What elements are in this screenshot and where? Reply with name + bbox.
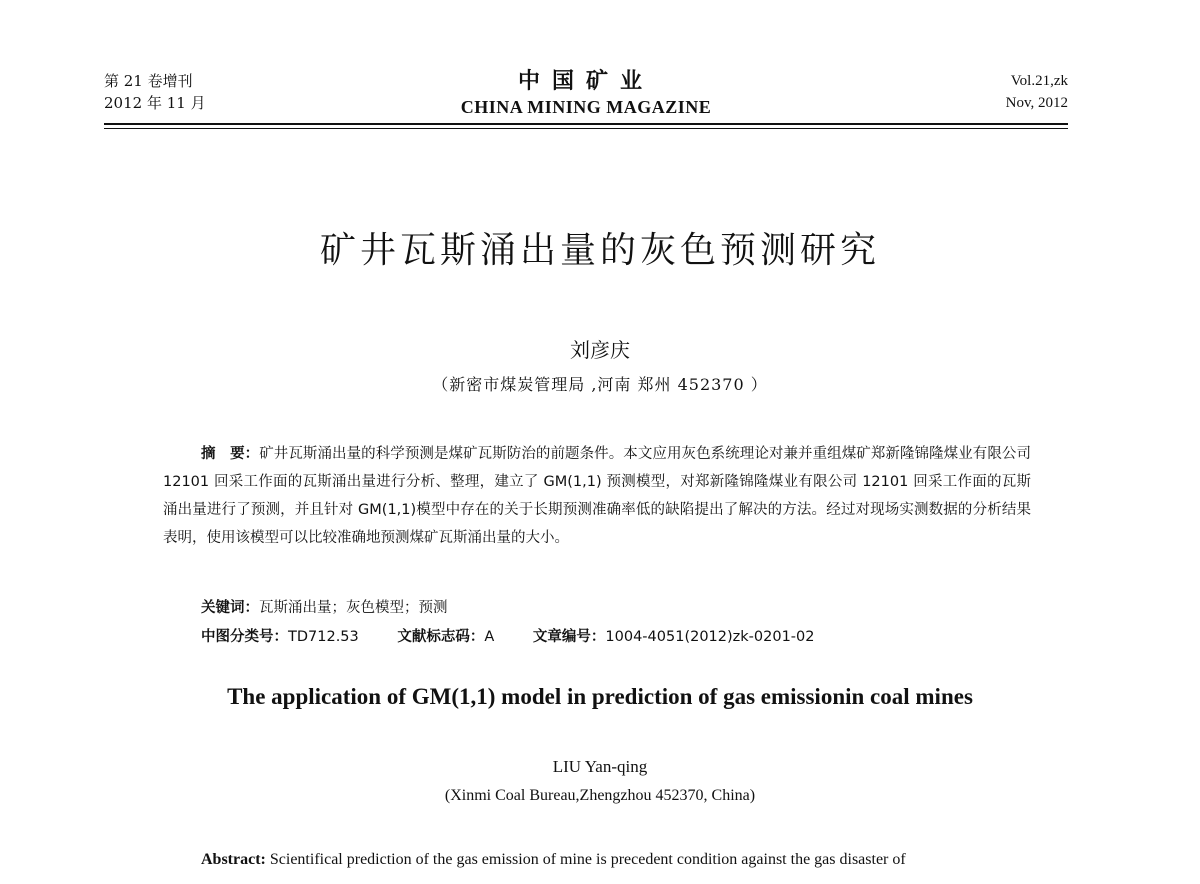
journal-name-cn: 中国矿业 [517, 69, 654, 94]
clc-item [201, 629, 359, 645]
doc-code-label: 文献标志码： [397, 629, 485, 645]
doc-code-item [397, 629, 494, 645]
page-header [104, 70, 1068, 120]
keywords-label: 关键词： [201, 600, 259, 616]
date-en: Nov, 2012 [1005, 95, 1068, 111]
volume-issue: 第 21 卷增刊 [104, 72, 193, 90]
abstract-text-en: Scientifical prediction of the gas emission of mine is precedent condition against the gas disaster of [269, 851, 906, 868]
keywords-text: 瓦斯涌出量；灰色模型；预测 [259, 600, 448, 616]
abstract-label-cn: 摘 要： [201, 446, 260, 462]
article-no-label: 文章编号： [532, 629, 606, 645]
article-no-item [533, 629, 815, 645]
keywords [201, 597, 448, 619]
article-title-en: The application of GM(1,1) model in prediction of gas emissionin coal mines [227, 684, 973, 709]
abstract-text-cn: 矿井瓦斯涌出量的科学预测是煤矿瓦斯防治的前题条件。本文应用灰色系统理论对兼并重组煤矿郑新隆锦隆煤业有限公司 12101 回采工作面的瓦斯涌出量进行分析、整理，建立了 GM(1,1) 预测模型，对郑新隆锦隆煤业有限公司 12101 回采工作面的瓦斯涌出量进行了预测，并且针对 GM(1,1)模型中存在的关于长期预测准确率低的缺陷提出了解决的方法。经过对现场实测数据的分析结果表明，使用该模型可以比较准确地预测煤矿瓦斯涌出量的大小。 [163, 446, 1031, 546]
author-en: LIU Yan-qing [552, 757, 648, 776]
abstract-cn [163, 440, 1031, 552]
affiliation-en: (Xinmi Coal Bureau,Zhengzhou 452370, China) [444, 787, 756, 804]
journal-name-en: CHINA MINING MAGAZINE [460, 97, 712, 117]
clc-label: 中图分类号： [201, 629, 288, 645]
author-cn: 刘彦庆 [570, 338, 630, 362]
affiliation-cn: （新密市煤炭管理局 ,河南 郑州 452370 ） [432, 375, 768, 394]
volume-info-en [1006, 70, 1068, 114]
classification-line [201, 626, 1001, 648]
abstract-en [163, 846, 1031, 874]
volume-en: Vol.21,zk [1010, 73, 1068, 89]
journal-name [104, 68, 1068, 118]
header-rule-thick [104, 123, 1068, 125]
doc-code-value: A [484, 629, 495, 645]
abstract-label-en: Abstract: [201, 851, 266, 868]
issue-date: 2012 年 11 月 [104, 94, 206, 112]
header-rule-thin [104, 128, 1068, 129]
clc-value: TD712.53 [288, 629, 359, 645]
article-title-cn: 矿井瓦斯涌出量的灰色预测研究 [319, 230, 880, 271]
article-no-value: 1004-4051(2012)zk-0201-02 [605, 629, 815, 645]
